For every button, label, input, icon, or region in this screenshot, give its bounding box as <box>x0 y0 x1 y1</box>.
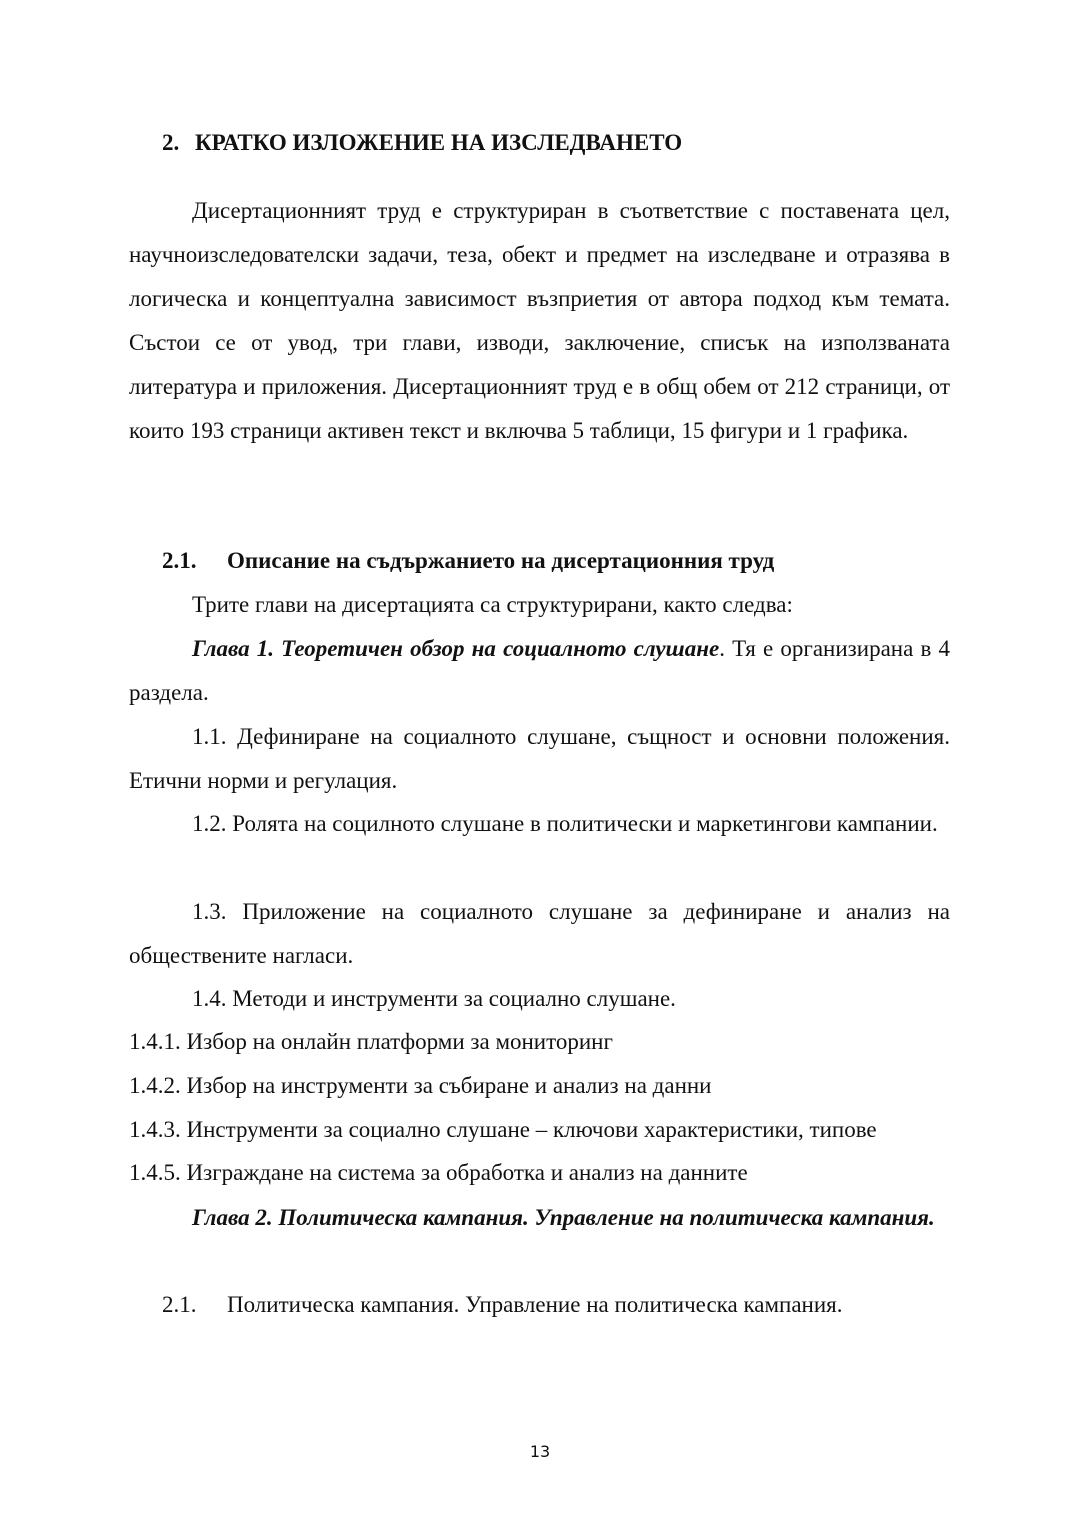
chapter1-subitem: 1.4.1. Избор на онлайн платформи за мониторинг <box>129 1029 613 1054</box>
chapter2-item-number: 2.1. <box>162 1292 197 1317</box>
section-heading-title: КРАТКО ИЗЛОЖЕНИЕ НА ИЗСЛЕДВАНЕТО <box>195 130 683 155</box>
chapter1-suffix: . Тя е организирана в 4 раздела. <box>129 636 950 705</box>
chapter1-subitem: 1.4.2. Избор на инструменти за събиране и анализ на данни <box>129 1073 712 1098</box>
chapter1-item: 1.4. Методи и инструменти за социално слушане. <box>192 986 676 1011</box>
chapter1-title: Глава 1. Теоретичен обзор на социалното слушане <box>192 636 720 661</box>
chapter1-item: 1.1. Дефиниране на социалното слушане, същност и основни положения. Етични норми и регулация. <box>129 724 950 793</box>
intro-paragraph: Дисертационният труд е структуриран в съответствие с поставената цел, научноизследователски задачи, теза, обект и предмет на изследване и отразява в логическа и концептуална зависимост възприетия от автора подход към темата. Състои се от увод, три глави, изводи, заключение, списък на използваната литература и приложения. Дисертационният труд е в общ обем от 212 страници, от които 193 страници активен текст и включва 5 таблици, 15 фигури и 1 графика. <box>129 198 950 443</box>
chapter1-subitem: 1.4.3. Инструменти за социално слушане – ключови характеристики, типове <box>129 1117 877 1142</box>
chapter2-item-text: Политическа кампания. Управление на политическа кампания. <box>227 1292 843 1317</box>
chapter1-item: 1.2. Ролята на социлното слушане в политически и маркетингови кампании. <box>192 811 938 836</box>
section-heading-number: 2. <box>162 130 180 155</box>
subsection-heading <box>162 546 774 576</box>
section-heading <box>162 128 682 158</box>
subsection-heading-number: 2.1. <box>162 548 197 573</box>
chapter1-subitem: 1.4.5. Изграждане на система за обработка и анализ на данните <box>129 1160 748 1185</box>
subsection-heading-title: Описание на съдържанието на дисертационния труд <box>227 548 775 573</box>
chapter2-title: Глава 2. Политическа кампания. Управление на политическа кампания. <box>192 1205 935 1230</box>
page-number: 13 <box>529 1442 551 1461</box>
structure-intro: Трите глави на дисертацията са структурирани, както следва: <box>192 592 793 617</box>
chapter1-item: 1.3. Приложение на социалното слушане за дефиниране и анализ на обществените нагласи. <box>129 899 950 968</box>
chapter1-paragraph <box>129 627 950 715</box>
chapter2-item <box>162 1290 843 1320</box>
